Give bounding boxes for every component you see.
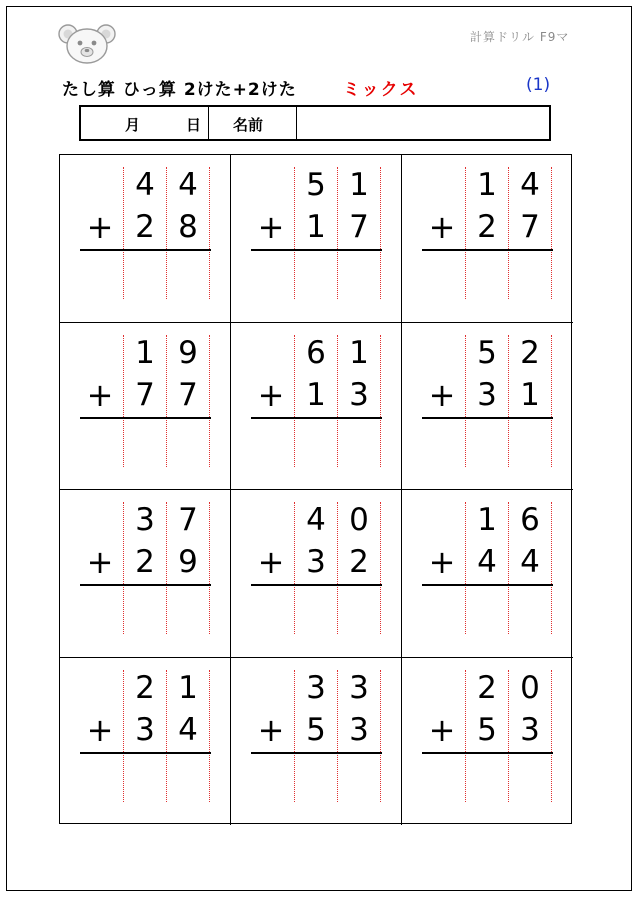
problem-cell [231, 155, 402, 323]
top-tens-digit: 6 [306, 334, 326, 371]
plus-operator: + [257, 543, 285, 581]
bottom-ones-digit: 3 [349, 376, 369, 413]
answer-line [80, 752, 211, 754]
name-field[interactable] [297, 107, 549, 139]
top-ones-digit: 1 [349, 167, 369, 203]
top-ones-digit: 4 [178, 167, 198, 203]
answer-area[interactable] [294, 758, 382, 802]
bottom-ones-digit: 7 [349, 209, 369, 245]
bottom-tens-digit: 3 [135, 711, 155, 748]
answer-area[interactable] [123, 590, 211, 634]
problem-cell [402, 490, 573, 658]
top-tens-digit: 1 [477, 502, 497, 538]
problem-cell [402, 323, 573, 491]
top-ones-digit: 4 [520, 167, 540, 203]
top-tens-digit: 3 [306, 669, 326, 706]
date-field[interactable] [81, 107, 209, 139]
problem-cell [60, 658, 231, 826]
bottom-tens-digit: 3 [477, 376, 497, 413]
brand-label: 計算ドリル F9マ [470, 30, 570, 44]
bottom-tens-digit: 2 [135, 544, 155, 580]
problem-cell [231, 323, 402, 491]
problem-cell [60, 323, 231, 491]
bottom-tens-digit: 4 [477, 544, 497, 580]
day-label: 日 [186, 116, 202, 134]
answer-line [80, 584, 211, 586]
worksheet-title-row [62, 75, 562, 103]
problem-cell [231, 658, 402, 826]
plus-operator: + [428, 375, 456, 414]
top-ones-digit: 6 [520, 502, 540, 538]
answer-area[interactable] [465, 255, 553, 299]
answer-area[interactable] [123, 423, 211, 467]
top-tens-digit: 4 [135, 167, 155, 203]
top-ones-digit: 1 [349, 334, 369, 371]
top-ones-digit: 3 [349, 669, 369, 706]
top-tens-digit: 5 [306, 167, 326, 203]
top-tens-digit: 3 [135, 502, 155, 538]
bottom-ones-digit: 1 [520, 376, 540, 413]
worksheet-title: たし算 ひっ算 2けた+2けた [62, 80, 297, 100]
answer-area[interactable] [294, 590, 382, 634]
plus-operator: + [86, 208, 114, 246]
bottom-tens-digit: 7 [135, 376, 155, 413]
problem-cell [60, 490, 231, 658]
top-tens-digit: 2 [477, 669, 497, 706]
bottom-ones-digit: 2 [349, 544, 369, 580]
top-ones-digit: 9 [178, 334, 198, 371]
bottom-tens-digit: 2 [477, 209, 497, 245]
answer-area[interactable] [465, 423, 553, 467]
name-date-box [79, 105, 551, 141]
month-label: 月 [125, 116, 141, 134]
top-tens-digit: 1 [135, 334, 155, 371]
plus-operator: + [86, 710, 114, 749]
top-ones-digit: 7 [178, 502, 198, 538]
name-label: 名前 [233, 116, 264, 134]
top-ones-digit: 0 [520, 669, 540, 706]
plus-operator: + [428, 543, 456, 581]
bottom-tens-digit: 5 [306, 711, 326, 748]
top-ones-digit: 0 [349, 502, 369, 538]
bottom-tens-digit: 1 [306, 209, 326, 245]
bottom-ones-digit: 8 [178, 209, 198, 245]
top-tens-digit: 4 [306, 502, 326, 538]
top-tens-digit: 5 [477, 334, 497, 371]
top-tens-digit: 2 [135, 669, 155, 706]
plus-operator: + [257, 375, 285, 414]
answer-line [251, 417, 382, 419]
plus-operator: + [428, 710, 456, 749]
bottom-ones-digit: 4 [178, 711, 198, 748]
answer-line [422, 417, 553, 419]
worksheet-title-accent: ミックス [343, 80, 419, 100]
bottom-ones-digit: 3 [349, 711, 369, 748]
answer-line [422, 752, 553, 754]
bottom-tens-digit: 2 [135, 209, 155, 245]
problem-cell [231, 490, 402, 658]
plus-operator: + [86, 375, 114, 414]
plus-operator: + [86, 543, 114, 581]
bottom-ones-digit: 7 [178, 376, 198, 413]
answer-line [80, 249, 211, 251]
bottom-ones-digit: 9 [178, 544, 198, 580]
bottom-ones-digit: 3 [520, 711, 540, 748]
answer-area[interactable] [465, 590, 553, 634]
problem-cell [402, 658, 573, 826]
answer-area[interactable] [294, 423, 382, 467]
plus-operator: + [428, 208, 456, 246]
answer-area[interactable] [294, 255, 382, 299]
answer-line [251, 752, 382, 754]
problem-cell [60, 155, 231, 323]
problem-cell [402, 155, 573, 323]
sheet-number: (1) [526, 75, 551, 95]
answer-line [251, 584, 382, 586]
answer-area[interactable] [123, 255, 211, 299]
bottom-tens-digit: 3 [306, 544, 326, 580]
answer-line [422, 584, 553, 586]
plus-operator: + [257, 710, 285, 749]
answer-area[interactable] [123, 758, 211, 802]
problem-grid [59, 154, 572, 824]
top-ones-digit: 1 [178, 669, 198, 706]
answer-line [251, 249, 382, 251]
top-tens-digit: 1 [477, 167, 497, 203]
plus-operator: + [257, 208, 285, 246]
bottom-ones-digit: 7 [520, 209, 540, 245]
name-label-cell [209, 107, 297, 139]
answer-line [422, 249, 553, 251]
top-ones-digit: 2 [520, 334, 540, 371]
bottom-tens-digit: 5 [477, 711, 497, 748]
answer-line [80, 417, 211, 419]
answer-area[interactable] [465, 758, 553, 802]
bear-face-icon [57, 22, 117, 66]
bottom-ones-digit: 4 [520, 544, 540, 580]
bottom-tens-digit: 1 [306, 376, 326, 413]
